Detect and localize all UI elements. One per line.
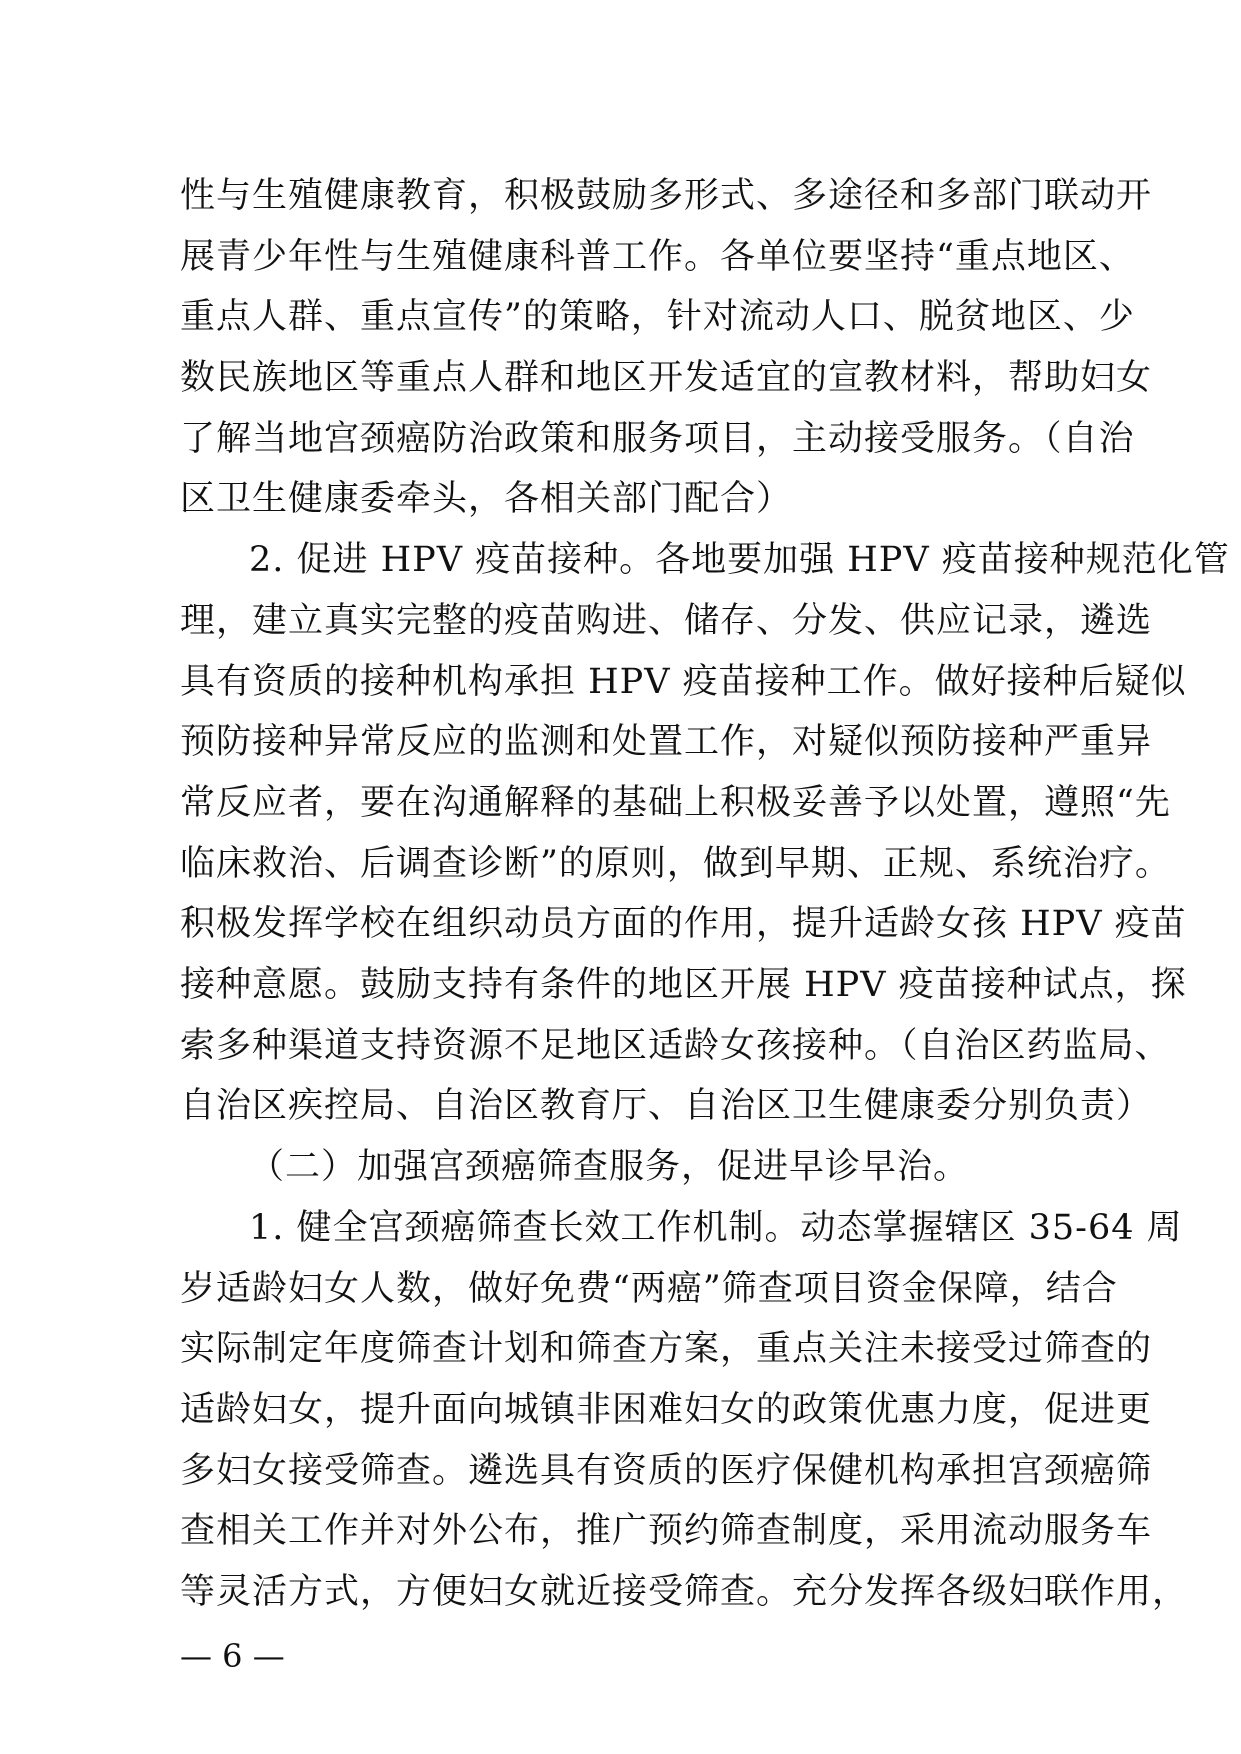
text-line: 积极发挥学校在组织动员方面的作用，提升适龄女孩 HPV 疫苗	[180, 904, 1187, 945]
text-line: 等灵活方式，方便妇女就近接受筛查。充分发挥各级妇联作用，	[180, 1572, 1189, 1612]
text-line: 岁适龄妇女人数，做好免费“两癌”筛查项目资金保障，结合	[180, 1268, 1118, 1309]
paragraph-heading-line: 2. 促进 HPV 疫苗接种。各地要加强 HPV 疫苗接种规范化管	[249, 540, 1230, 581]
section-heading: （二）加强宫颈癌筛查服务，促进早诊早治。	[249, 1147, 970, 1188]
text-line: 查相关工作并对外公布，推广预约筛查制度，采用流动服务车	[180, 1511, 1153, 1552]
text-line: 实际制定年度筛查计划和筛查方案，重点关注未接受过筛查的	[180, 1329, 1153, 1370]
paragraph-heading-line: 1. 健全宫颈癌筛查长效工作机制。动态掌握辖区 35-64 周	[249, 1207, 1183, 1248]
text-line: 预防接种异常反应的监测和处置工作，对疑似预防接种严重异	[180, 722, 1153, 763]
text-line: 自治区疾控局、自治区教育厅、自治区卫生健康委分别负责）	[180, 1086, 1153, 1127]
text-line: 展青少年性与生殖健康科普工作。各单位要坚持“重点地区、	[180, 236, 1135, 277]
text-line: 了解当地宫颈癌防治政策和服务项目，主动接受服务。（自治	[180, 418, 1135, 459]
page-number: — 6 —	[180, 1637, 285, 1675]
text-line: 具有资质的接种机构承担 HPV 疫苗接种工作。做好接种后疑似	[180, 661, 1187, 702]
text-line: 理，建立真实完整的疫苗购进、储存、分发、供应记录，遴选	[180, 600, 1153, 641]
text-line: 数民族地区等重点人群和地区开发适宜的宣教材料，帮助妇女	[180, 358, 1153, 399]
text-line: 多妇女接受筛查。遴选具有资质的医疗保健机构承担宫颈癌筛	[180, 1450, 1153, 1491]
text-line: 常反应者，要在沟通解释的基础上积极妥善予以处置，遵照“先	[180, 782, 1171, 823]
text-line: 索多种渠道支持资源不足地区适龄女孩接种。（自治区药监局、	[180, 1025, 1171, 1066]
text-line: 接种意愿。鼓励支持有条件的地区开展 HPV 疫苗接种试点，探	[180, 965, 1187, 1006]
text-line: 性与生殖健康教育，积极鼓励多形式、多途径和多部门联动开	[180, 176, 1153, 216]
text-line: 重点人群、重点宣传”的策略，针对流动人口、脱贫地区、少	[180, 297, 1135, 338]
text-line: 临床救治、后调查诊断”的原则，做到早期、正规、系统治疗。	[180, 843, 1171, 884]
text-line: 适龄妇女，提升面向城镇非困难妇女的政策优惠力度，促进更	[180, 1389, 1153, 1430]
text-line: 区卫生健康委牵头，各相关部门配合）	[180, 479, 793, 520]
